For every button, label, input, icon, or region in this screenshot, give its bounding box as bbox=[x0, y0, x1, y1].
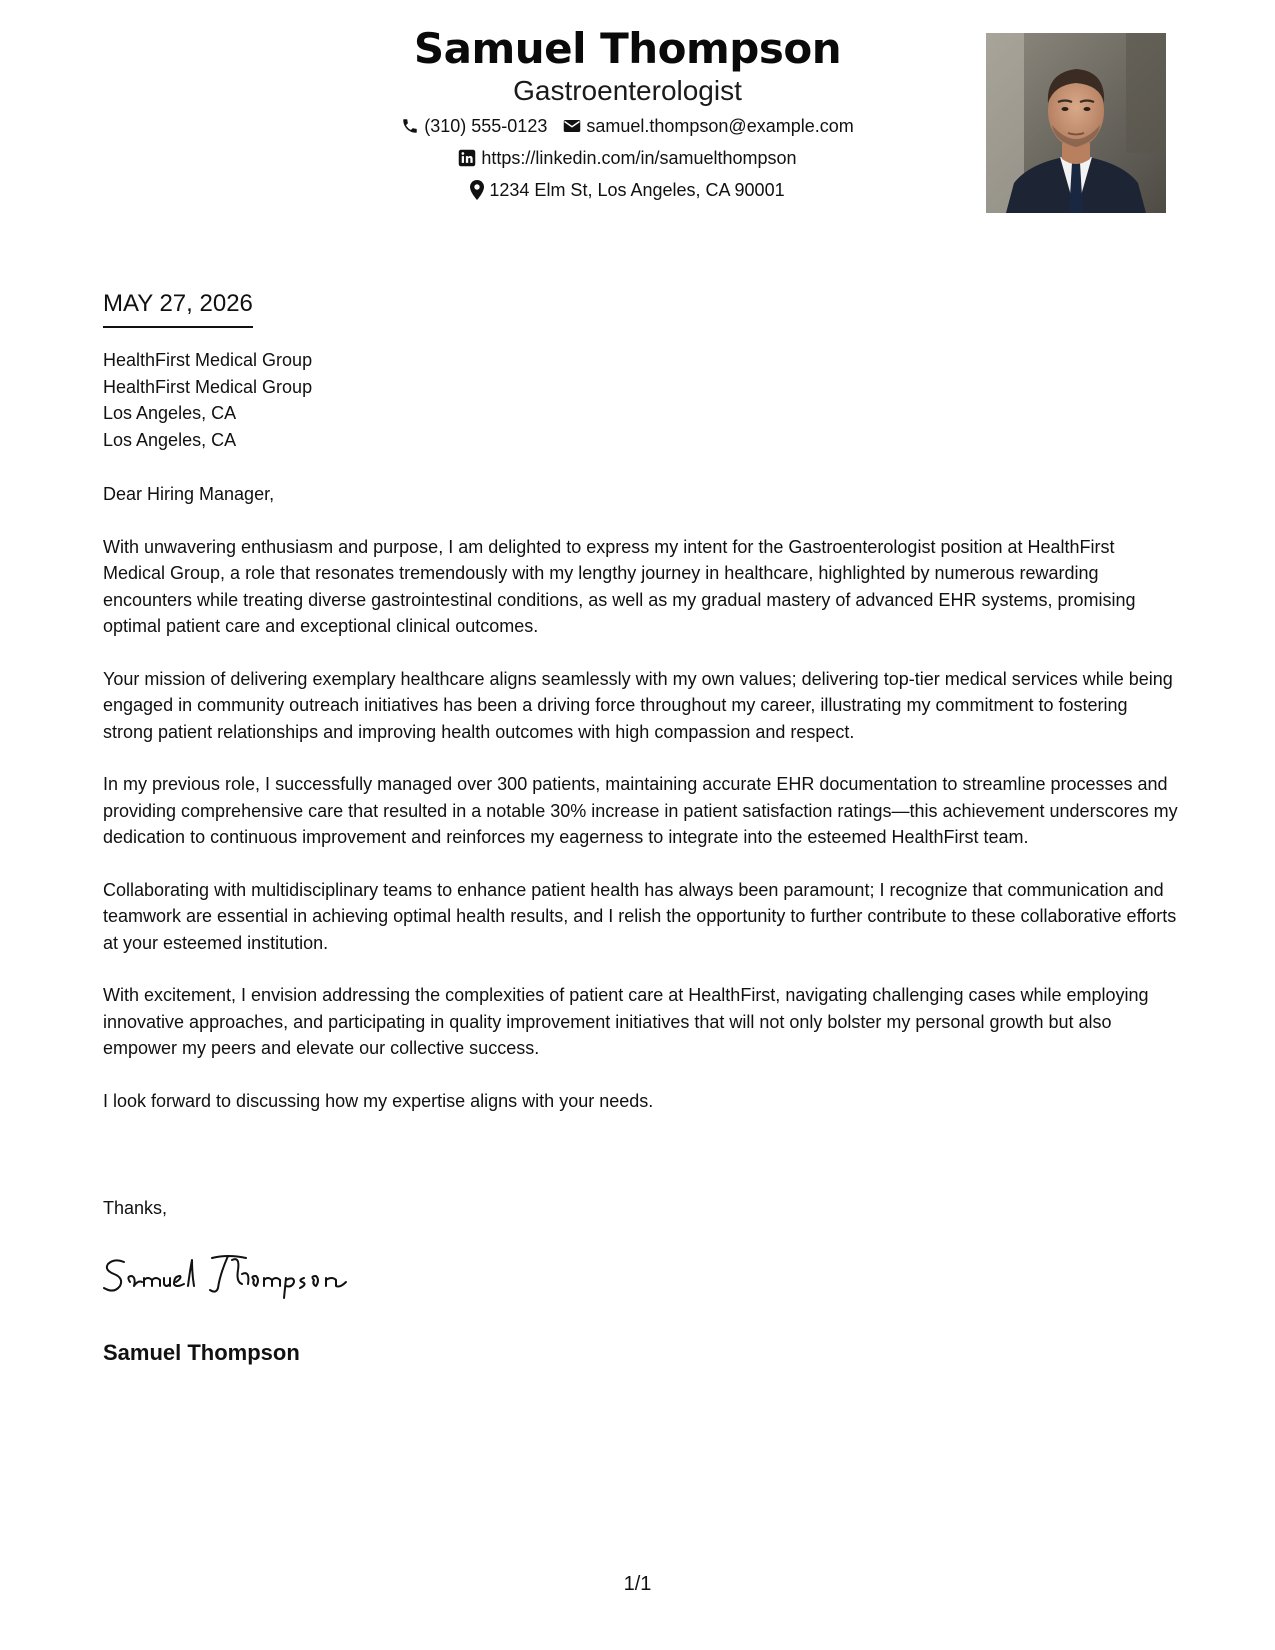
handwritten-signature bbox=[100, 1248, 380, 1304]
body-paragraph: I look forward to discussing how my expertise aligns with your needs. bbox=[103, 1090, 654, 1111]
map-marker-icon bbox=[470, 180, 484, 200]
email-address: samuel.thompson@example.com bbox=[586, 116, 854, 136]
body-paragraph: Collaborating with multidisciplinary teams to enhance patient health has always been paramount; I recognize that communication and teamwork are essential in achieving optimal health results, and I relish the opportunity to further contribute to these collaborative efforts at your esteemed institution. bbox=[103, 879, 1177, 953]
recipient-line: HealthFirst Medical Group bbox=[103, 350, 313, 370]
envelope-icon bbox=[563, 118, 581, 134]
contact-linkedin[interactable] bbox=[458, 142, 796, 174]
signed-name: Samuel Thompson bbox=[103, 1340, 300, 1365]
body-paragraph: In my previous role, I successfully managed over 300 patients, maintaining accurate EHR documentation to streamline processes and providing comprehensive care that resulted in a notable 30% increase in patient satisfaction ratings—this achievement underscores my dedication to continuous improvement and reinforces my eagerness to integrate into the esteemed HealthFirst team. bbox=[103, 774, 1178, 847]
salutation: Dear Hiring Manager, bbox=[103, 484, 275, 504]
profile-photo bbox=[986, 33, 1166, 213]
recipient-line: HealthFirst Medical Group bbox=[103, 376, 313, 397]
contact-email[interactable] bbox=[563, 110, 853, 142]
applicant-name: Samuel Thompson bbox=[413, 24, 842, 73]
contact-phone[interactable] bbox=[401, 110, 547, 142]
page-indicator: 1/1 bbox=[623, 1573, 652, 1595]
body-paragraph: With unwavering enthusiasm and purpose, I am delighted to express my intent for the Gastroenterologist position at HealthFirst Medical Group, a role that resonates tremendously with my lengthy journey in healthcare, highlighted by numerous rewarding encounters while treating diverse gastrointestinal conditions, as well as my gradual mastery of advanced EHR systems, promising optimal patient care and exceptional clinical outcomes. bbox=[103, 536, 1136, 636]
phone-number: (310) 555-0123 bbox=[424, 116, 548, 136]
letter-date: MAY 27, 2026 bbox=[103, 288, 253, 328]
letter-body bbox=[103, 481, 1178, 1140]
linkedin-url: https://linkedin.com/in/samuelthompson bbox=[481, 148, 797, 168]
phone-icon bbox=[401, 117, 419, 135]
applicant-title: Gastroenterologist bbox=[513, 75, 742, 106]
body-paragraph: With excitement, I envision addressing the complexities of patient care at HealthFirst, navigating challenging cases while employing innovative approaches, and participating in quality improvement initiatives that will not only bolster my personal growth but also empower my peers and elevate our collective success. bbox=[103, 985, 1149, 1058]
recipient-line: Los Angeles, CA bbox=[103, 403, 237, 423]
letter-date-block bbox=[103, 288, 253, 328]
address-text: 1234 Elm St, Los Angeles, CA 90001 bbox=[489, 180, 785, 200]
body-paragraph: Your mission of delivering exemplary healthcare aligns seamlessly with my own values; delivering top-tier medical services while being engaged in community outreach initiatives has been a driving force throughout my career, illustrating my commitment to fostering strong patient relationships and improving health outcomes with high compassion and respect. bbox=[103, 668, 1173, 742]
recipient-block bbox=[103, 347, 312, 453]
contact-address bbox=[470, 174, 784, 206]
closing-line: Thanks, bbox=[103, 1198, 168, 1218]
recipient-line: Los Angeles, CA bbox=[103, 429, 237, 450]
linkedin-icon bbox=[458, 149, 476, 167]
